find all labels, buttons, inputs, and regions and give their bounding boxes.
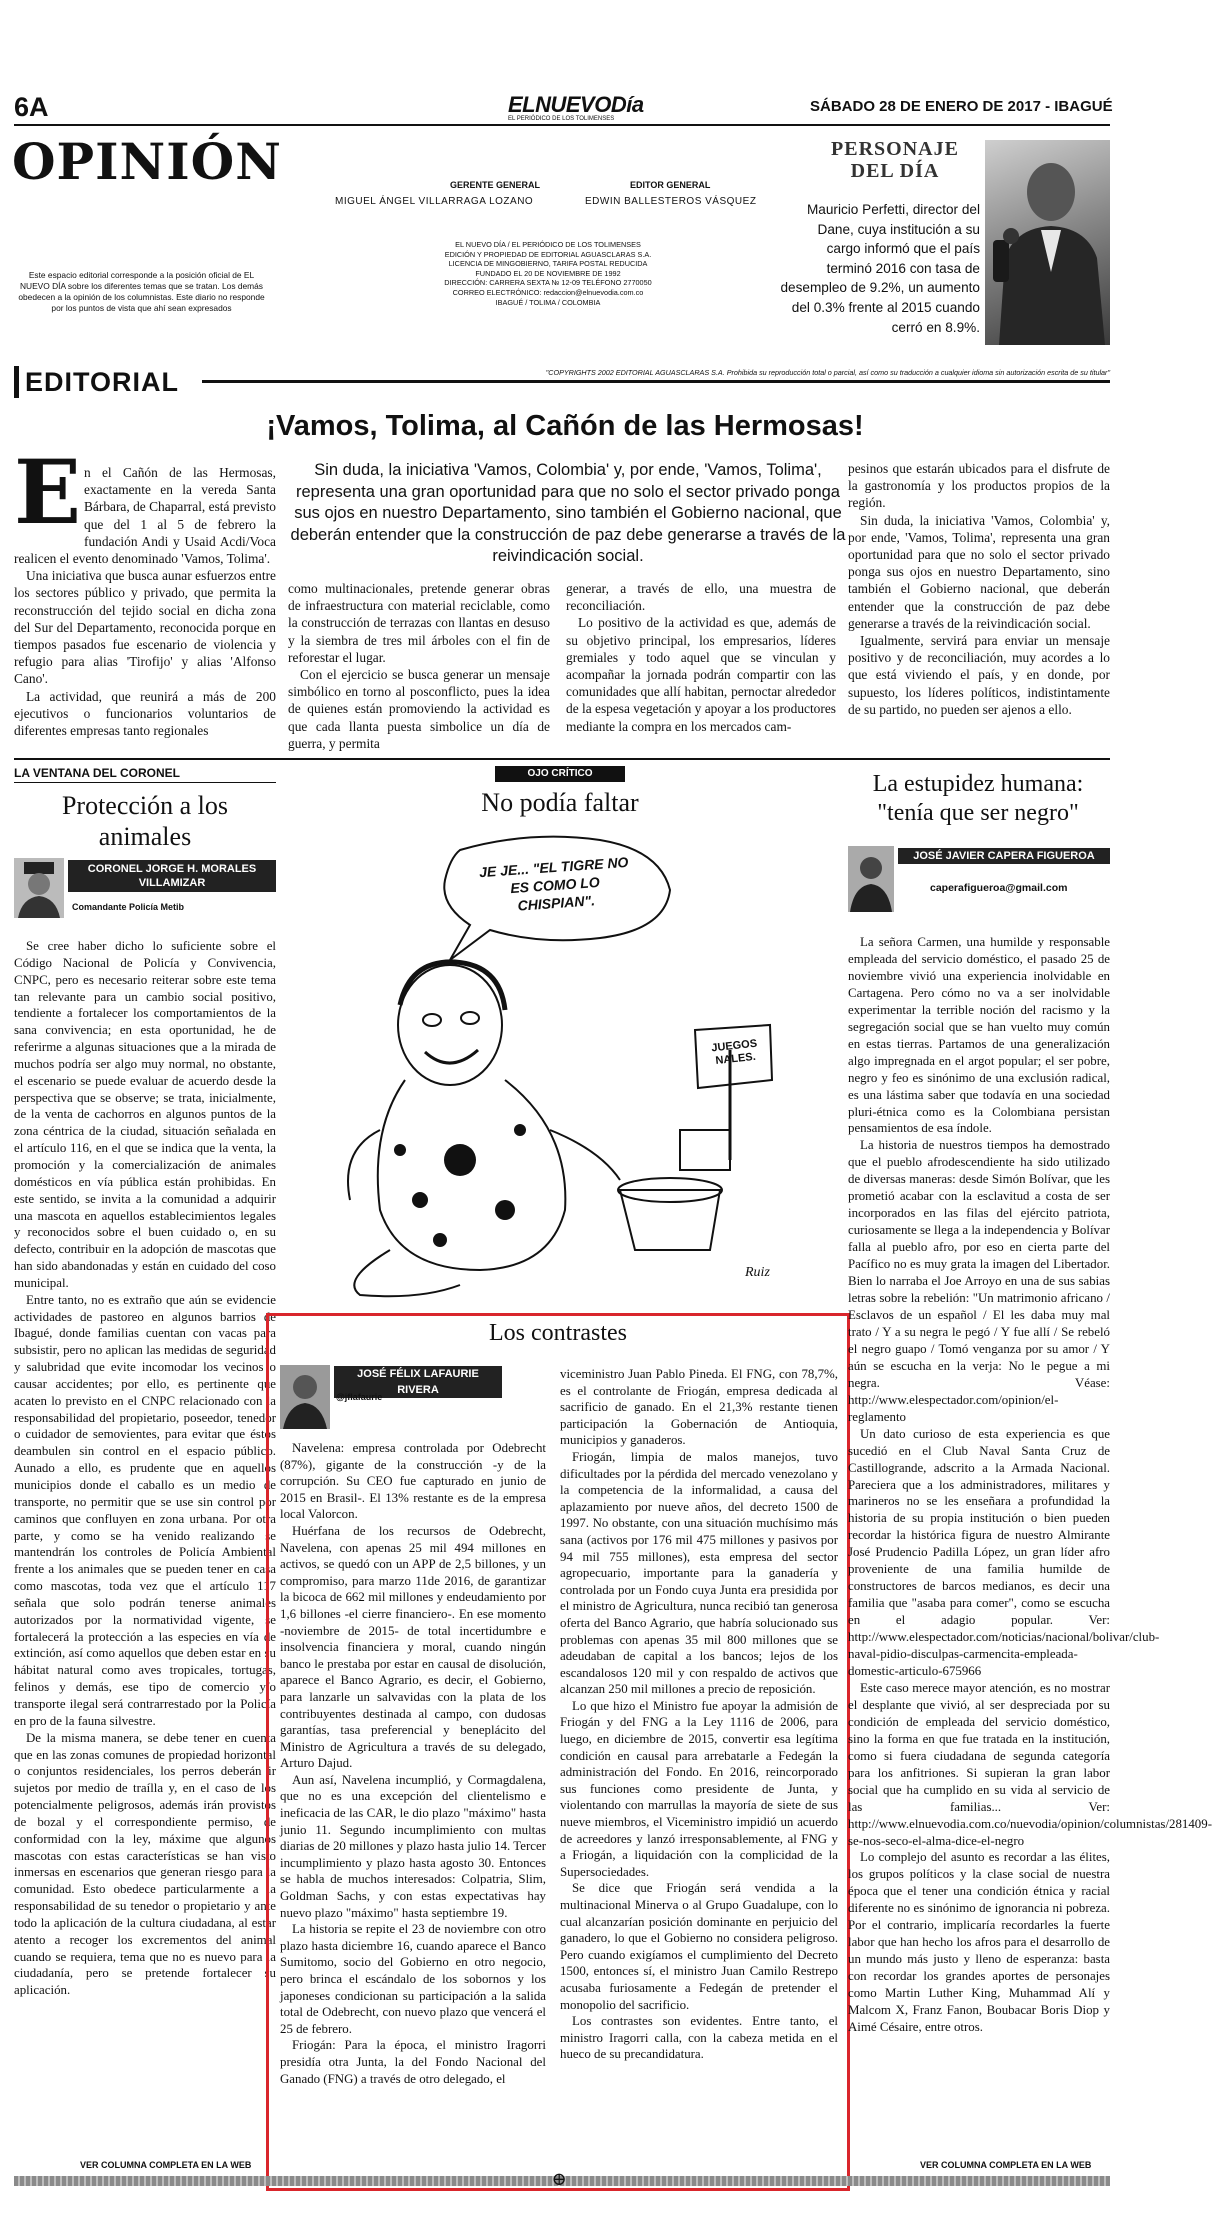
ventana-body <box>14 938 276 1999</box>
editorial-paragraph: Igualmente, servirá para enviar un mensaje positivo y de reconciliación, muy acordes a lo que está viviendo el país, y en donde, por supuesto, los líderes políticos, indistintamente de su partido, no pueden ser ajenos a ello. <box>848 633 1110 717</box>
contrastes-col2 <box>560 1366 838 2063</box>
contrastes-paragraph: Navelena: empresa controlada por Odebrecht (87%), gigante de la construcción -y de la corrupción. Su CEO fue capturado en junio de 2015 en Brasil-. El 13% restante es de la empresa local Valorcon. <box>280 1441 546 1522</box>
contrastes-paragraph: Huérfana de los recursos de Odebrecht, Navelena, con apenas 25 mil 494 millones en activos, se quedó con un APP de 2,5 billones, y un compromiso, para marzo 11de 2016, de garantizar la bicoca de 662 mil millones y endeudamiento por 1,6 billones -el cierre financiero-. En ese momento -noviembre de 2015- de total incertidumbre e insolvencia financiera y moral, cuando ningún banco le prestaba por estar en causal de disolución, aparece el Banco Agrario, es decir, el Gobierno, para lanzarle un salvavidas con la plata de los contribuyentes destinada al campo, con dudosas garantías, tasa preferencial y beneplácito del Ministro de Agricultura a través de su delegado, Arturo Dajud. <box>280 1523 546 1771</box>
editorial-paragraph: generar, a través de ello, una muestra de reconciliación. <box>566 581 836 614</box>
editorial-col1 <box>14 464 276 739</box>
staff-role-2: EDITOR GENERAL <box>630 180 711 190</box>
editorial-paragraph: Sin duda, la iniciativa 'Vamos, Colombia' y, por ende, 'Vamos, Tolima', representa una gran oportunidad para que no solo el sector privado ponga sus ojos en nuestro Departamento, sino también el Gobierno nacional, que deberán entender que la construcción de paz debe generarse a través de la reivindicación social. <box>848 512 1110 631</box>
editorial-headline: ¡Vamos, Tolima, al Cañón de las Hermosas! <box>266 410 864 442</box>
estupidez-title: La estupidez humana: "tenía que ser negro" <box>872 771 1084 826</box>
masthead-line: CORREO ELECTRÓNICO: redaccion@elnuevodia.com.co <box>452 287 644 297</box>
masthead-line: IBAGUÉ / TOLIMA / COLOMBIA <box>495 297 601 307</box>
contrastes-author: JOSÉ FÉLIX LAFAURIE RIVERA <box>357 1368 479 1396</box>
newspaper-logo: ELNUEVODía <box>508 92 644 117</box>
page-number: 6A <box>14 92 49 122</box>
cartoon-kicker <box>495 766 625 782</box>
ventana-footer-link[interactable]: VER COLUMNA COMPLETA EN LA WEB <box>80 2160 252 2170</box>
editorial-paragraph: Lo positivo de la actividad es que, además de su objetivo principal, los empresarios, líderes gremiales y todo aquel que se vinculan y acompañar la jornada podrán compartir con las comunidades que allí habitan, pernoctar alrededor de la espesa vegetación y apoyar a los productores mediante la compra en los mercados cam- <box>566 615 836 734</box>
masthead-line: DIRECCIÓN: CARRERA SEXTA № 12-09 TELÉFONO 2770050 <box>444 278 652 288</box>
contrastes-title: Los contrastes <box>489 1320 627 1346</box>
editorial-paragraph: Con el ejercicio se busca generar un mensaje simbólico en torno al posconflicto, pues la idea de quienes están promoviendo la actividad es que cada llanta puesta simbolice un día de guerra, y permita <box>288 667 550 751</box>
estupidez-paragraph: Este caso merece mayor atención, es no mostrar el desplante que vivió, al ser despreciada por su condición de empleada del servicio doméstico, sino la forma en que fue tratada en la institución, como si fuera ciudadana de segunda categoría para los anfitriones. Si supieran la gran labor social que ha cumplido en su vida al servicio de las familias... Ver: http://www.elnuevodia.com.co/nuevodia/opinion/columnistas/281409-se-nos-seco-el-alma-dice-el-negro <box>848 1680 1212 1848</box>
contrastes-paragraph: Los contrastes son evidentes. Entre tanto, el ministro Iragorri calla, con la cabeza metida en el hueco de su precandidatura. <box>560 2014 838 2062</box>
masthead-line: LICENCIA DE MINGOBIERNO, TARIFA POSTAL REDUCIDA <box>448 259 648 269</box>
editorial-label-box <box>14 366 202 398</box>
cartoon-sign-text: JUEGOS NALES. <box>710 1037 758 1068</box>
cartoon-title: No podía faltar <box>481 788 639 817</box>
estupidez-body <box>848 934 1212 2036</box>
ventana-author-box <box>68 860 276 892</box>
estupidez-email[interactable]: caperafigueroa@gmail.com <box>930 882 1068 894</box>
registration-mark-icon: ⊕ <box>551 2169 567 2189</box>
copyright-notice: "COPYRIGHTS 2002 EDITORIAL AGUASCLARAS S.A. Prohibida su reproducción total o parcial, así como su traducción a cualquier idioma sin autorización escrita de su titular" <box>545 368 1110 377</box>
editorial-pullquote: Sin duda, la iniciativa 'Vamos, Colombia' y, por ende, 'Vamos, Tolima', representa una gran oportunidad para que no solo el sector privado ponga sus ojos en nuestro Departamento, sino también el Gobierno nacional, que deberán entender que la construcción de paz debe generarse a través de la reivindicación social. <box>290 461 846 566</box>
issue-date: SÁBADO 28 DE ENERO DE 2017 - IBAGUÉ <box>810 98 1113 115</box>
contrastes-paragraph: La historia se repite el 23 de noviembre con otro plazo hasta diciembre 16, cuando aparece el Banco Sumitomo, socio del Gobierno en otro negocio, pero brinca el escándalo de los sobornos y los japoneses condicionan su participación a la salida total de Odebrecht, con nuevo plazo que vencerá el 25 de febrero. <box>280 1922 546 2036</box>
personaje-title <box>815 138 975 182</box>
person-silhouette-icon <box>985 140 1110 345</box>
editorial-paragraph: La actividad, que reunirá a más de 200 ejecutivos o funcionarios voluntarios de diferentes empresas tanto regionales <box>14 688 276 739</box>
contrastes-author-photo <box>280 1365 330 1429</box>
cartoon-signature: Ruiz <box>745 1265 770 1280</box>
contrastes-paragraph: Aun así, Navelena incumplió, y Cormagdalena, que no es una excepción del clientelismo e ineficacia de las CAR, le dio plazo "máximo" hasta junio 11. Segundo incumplimiento con multas diarias de 20 millones y plazo hasta julio 14. Tercer incumplimiento y plazo hasta agosto 30. Entonces se habla de muchos interesados: Colpatria, Slim, Goldman Sachs, y con estas expectativas hay nuevo plazo "máximo" hasta septiembre 19. <box>280 1772 546 1920</box>
section-explainer: Este espacio editorial corresponde a la posición oficial de EL NUEVO DÍA sobre los diferentes temas que se tratan. Los demás obedecen a la opinión de los columnistas. Este diario no responde por los puntos de vista que ahí sean expresados <box>18 270 265 313</box>
estupidez-author-photo <box>848 846 894 912</box>
contrastes-paragraph: Friogán: Para la época, el ministro Iragorri presidía otra Junta, la del Fondo Nacional del Ganado (FNG) a través de otro delegado, el <box>280 2038 546 2086</box>
masthead-line: EDICIÓN Y PROPIEDAD DE EDITORIAL AGUASCLARAS S.A. <box>444 249 652 259</box>
editorial-label: EDITORIAL <box>14 366 202 398</box>
estupidez-paragraph: Un dato curioso de esta experiencia es que sucedió en el Club Naval Santa Cruz de Castillogrande, adscrito a la Armada Nacional. Pareciera que a los administradores, militares y marineros no se les enseñara a profundidad la historia de su propia institución o bien pueden recordar la histórica figura de nuestro Almirante José Prudencio Padilla López, un gran líder afro proveniente de una familia humilde de constructores de barcos medianos, es decir una familia que "asaba para comer", como se escucha en el adagio popular. Ver: http://www.elespectador.com/noticias/nacional/bolivar/club-naval-pidio-disculpas-carmencita-empleada-domestic-articulo-675966 <box>848 1426 1160 1678</box>
ventana-paragraph: De la misma manera, se debe tener en cuenta que en las zonas comunes de propiedad horizontal o conjuntos residenciales, los perros deberán ir sujetos por medio de traílla y, en el caso de los potencialmente peligrosos, además irán provistos de bozal y el correspondiente permiso, de conformidad con la ley, máxime que algunos mascotas con estas características se han visto inmersas en escenarios que generan riesgo para la comunidad. Esto obedece particularmente a la responsabilidad de su tenedor o propietario y ante todo la aplicación de la cultura ciudadana, al estar atento a recoger los excrementos del animal cuando se requiera, tema que no es nuevo para la ciudadanía, pero se pretende fortalecer su aplicación. <box>14 1730 276 1998</box>
columnist-avatar-icon <box>848 846 894 912</box>
ventana-paragraph: Entre tanto, no es extraño que aún se evidencie actividades de pastoreo en algunos barrios de Ibagué, donde familias cuentan con vacas para subsistir, pero no aplican las medidas de seguridad y salubridad que evite incomodar los vecinos o causar accidentes; por ello, es pertinente que acaten lo previsto en el CNPC relacionado con la responsabilidad del propietario, poseedor, tenedor o cuidador de semovientes, para evitar que éstos deambulen sin control en el espacio público. Aunado a ello, es prudente que en aquellos municipios donde el caballo es un medio de transporte, no permitir que se use sin control por caminos que confluyen en zona urbana. Por otra parte, y como se ha venido realizando se mantendrán los controles de Policía Ambiental frente a los animales que se pueden tener en casa como mascotas, toda vez que el artículo 117 señala que solo podrán tenerse animales autorizados por la normatividad vigente, se fortalecerá la protección a las especies en vía de extinción, así como aquellos que deben estar en su hábitat natural como aves tropicales, tortugas, felinos y demás, ese tipo de comercio y/o transporte ilegal será contrarrestado por la Policía en pro de la fauna silvestre. <box>14 1292 276 1728</box>
ventana-kicker-rule <box>14 782 276 783</box>
estupidez-paragraph: La señora Carmen, una humilde y responsable empleada del servicio doméstico, el pasado 25 de noviembre vivió una experiencia inolvidable en Cartagena. Pero cómo no va a ser inolvidable experimentar la terrible noción del racismo y la segregación social que se han vuelto muy común en estas tierras. Partamos de una generalización algo impregnada en el argot popular; el ser pobre, negro y feo es sinónimo de una exclusión radical, es una lástima saber que todavía en una sociedad pluri-étnica como es la Colombiana persistan pensamientos de esa índole. <box>848 935 1110 1136</box>
header-rule <box>14 124 1110 126</box>
editorial-paragraph: como multinacionales, pretende generar obras de infraestructura con material reciclable, como la construcción de terrazas con llantas en desuso y la siembra de tres mil árboles con el fin de reforestar el lugar. <box>288 581 550 665</box>
personaje-title-line1: PERSONAJE <box>831 138 959 160</box>
editorial-paragraph: n el Cañón de las Hermosas, exactamente en la vereda Santa Bárbara, de Chaparral, está previsto que del 1 al 5 de febrero la fundación Andi y Usaid Acdi/Voca realicen el evento denominado 'Vamos, Tolima'. <box>14 465 276 567</box>
staff-role-1: GERENTE GENERAL <box>450 180 541 190</box>
newspaper-tagline: EL PERIÓDICO DE LOS TOLIMENSES <box>508 116 615 122</box>
contrastes-handle: @jflafaurie <box>336 1392 383 1402</box>
personaje-text: Mauricio Perfetti, director del Dane, cuya institución a su cargo informó que el país terminó 2016 con tasa de desempleo de 9.2%, un aumento del 0.3% frente al 2015 cuando cerró en 8.9%. <box>780 202 980 335</box>
ventana-kicker: LA VENTANA DEL CORONEL <box>14 766 181 780</box>
estupidez-footer-link[interactable]: VER COLUMNA COMPLETA EN LA WEB <box>920 2160 1092 2170</box>
staff-name-1: MIGUEL ÁNGEL VILLARRAGA LOZANO <box>335 196 534 207</box>
masthead-line: EL NUEVO DÍA / EL PERIÓDICO DE LOS TOLIMENSES <box>455 240 641 249</box>
editorial-paragraph: pesinos que estarán ubicados para el disfrute de la gastronomía y los productos propios de la región. <box>848 461 1110 511</box>
cartoon-kicker-text: OJO CRÍTICO <box>527 768 593 779</box>
estupidez-author-box <box>898 848 1110 864</box>
ventana-title: Protección a los animales <box>61 791 229 851</box>
masthead-line: FUNDADO EL 20 DE NOVIEMBRE DE 1992 <box>475 268 621 278</box>
contrastes-paragraph: Se dice que Friogán será vendida a la multinacional Minerva o al Grupo Guadalupe, con lo cual alcanzarían posición dominante en perjuicio del ganadero, lo que el Gobierno no considera peligroso. Pero cuando exigíamos el cumplimiento del Decreto 1500, entonces sí, el ministro Juan Camilo Restrepo acusaba furiosamente a Fedegán de pretender el monopolio del sacrificio. <box>560 1881 838 2012</box>
estupidez-paragraph: La historia de nuestros tiempos ha demostrado que el pueblo afrodescendiente ha sido utilizado de diversas maneras: desde Simón Bolívar, que les prometió acabar con la esclavitud a costa de ser incorporados en las filas del ejército patriota, curiosamente se llega a la independencia y Bolívar falla al pueblo afro, por eso en cierta parte del Pacífico no es muy grata la imagen del Libertador. Bien lo narraba el Joe Arroyo en una de sus sabias letras sobre la rebelión: "Un matrimonio africano / Esclavos de un español / El les daba muy mal trato / Y a su negra le pegó / Y fue allí / Se rebeló el negro guapo / Tomó venganza por su amor / Y aún se escucha en la verja: No le pegue a mi negra. Véase: http://www.elespectador.com/opinion/el-reglamento <box>848 1138 1110 1424</box>
estupidez-author: JOSÉ JAVIER CAPERA FIGUEROA <box>913 850 1095 862</box>
ventana-author: CORONEL JORGE H. MORALES VILLAMIZAR <box>87 863 257 889</box>
section-title: OPINIÓN <box>12 132 282 191</box>
cartoon-balloon-text: JE JE... "EL TIGRE NO ES COMO LO CHISPIAN". <box>478 853 629 914</box>
editorial-paragraph: Una iniciativa que busca aunar esfuerzos entre los sectores público y privado, que permita la reconstrucción del tejido social en dicha zona del Sur del Departamento, reconocida porque en tiempos pasados fue escenario de violencia y refugio para alias 'Tirofijo' y alias 'Alfonso Cano'. <box>14 568 276 687</box>
personaje-photo <box>985 140 1110 345</box>
editorial-dropcap: E <box>14 440 82 544</box>
ventana-author-photo <box>14 858 64 918</box>
ventana-author-role: Comandante Policía Metib <box>72 902 185 912</box>
columnist-avatar-icon <box>280 1365 330 1429</box>
contrastes-col1 <box>280 1440 546 2087</box>
editorial-col4 <box>848 460 1110 718</box>
contrastes-paragraph: Lo que hizo el Ministro fue apoyar la admisión de Friogán y del FNG a la Ley 1116 de 2006, para luego, en diciembre de 2015, convertir esa legítima condición en causal para arrebatarle a Fedegán la administración del Fondo. En 2016, reincorporado sus funciones como presidente de Junta, y violentando con marrullas la mayoría de siete de sus nueve miembros, el Viceministro impidió un acuerdo de acreedores y lanzó irresponsablemente, al FNG y a Friogán, a liquidación con la complicidad de la Supersociedades. <box>560 1698 838 1879</box>
staff-name-2: EDWIN BALLESTEROS VÁSQUEZ <box>585 196 757 207</box>
ventana-paragraph: Se cree haber dicho lo suficiente sobre el Código Nacional de Policía y Convivencia, CNPC, pero es necesario reiterar sobre este tema tan relevante para un cambio social positivo, tendiente a fortalecer los comportamientos de la sana convivencia; en esta oportunidad, he de referirme a algunas situaciones que a la mirada de muchos podría ser algo muy normal, no obstante, el escenario se puede evaluar de acuerdo desde la perspectiva que se observe; se trata, inicialmente, de la venta de cachorros en algunos puntos de la zona céntrica de la ciudad, situación señalada en el artículo 116, en el que se indica que la venta, la promoción y la comercialización de animales domésticos en vía pública están prohibidas. En este sentido, se invita a la comunidad a adquirir una mascota en aquellos establecimientos legales y reconocidos sobre el buen cuidado o, en su defecto, contribuir en la adopción de mascotas que han sido abandonadas y están en cuidado del coso municipal. <box>14 939 276 1290</box>
personaje-title-line2: DEL DÍA <box>850 160 940 182</box>
contrastes-paragraph: Friogán, limpia de malos manejos, tuvo dificultades por la pérdida del mercado venezolano y la competencia de la informalidad, a causa del aplazamiento por nueve años, del decreto 1500 de 1997. No obstante, con una situación muchísimo más sana (activos por 176 mil 475 millones y pasivos por 94 mil 755 millones), esta empresa del sector agropecuario, importante para la ganadería y controlada por un Fondo cuya Junta era presidida por el ministro de Agricultura, nunca recibió tan generosa oferta del Banco Agrario, que habría solucionado sus problemas con apenas 35 mil 800 millones que se adeudaban de capital a los bancos; lejos de los escandalosos 120 mil y con respaldo de activos que alcanzan 250 mil millones a precio de reposición. <box>560 1449 838 1697</box>
masthead-info <box>418 240 678 307</box>
contrastes-paragraph: viceministro Juan Pablo Pineda. El FNG, con 78,7%, es el controlante de Friogán, empresa dedicada al sacrificio de ganado. En el 21,3% restante tienen participación la Gobernación de Antioquia, municipios y ganaderos. <box>560 1367 838 1448</box>
section-divider <box>14 758 1110 760</box>
officer-avatar-icon <box>14 858 64 918</box>
editorial-col3 <box>566 580 836 735</box>
editorial-col2 <box>288 580 550 752</box>
estupidez-paragraph: Lo complejo del asunto es recordar a las élites, los grupos políticos y la clase social de nuestra época que el tener una condición étnica y racial diferente no es sinónimo de ignorancia ni pobreza. Por el contrario, implicaría recordarles la fuerte labor que han hecho los afros para el desarrollo de un mundo más justo y lleno de esperanza: basta con recordar los grandes aportes de personajes como Martin Luther King, Muhammad Alí y Malcom X, Franz Fanon, Boubacar Boris Diop y Aimé Césaire, entre otros. <box>848 1850 1110 2034</box>
